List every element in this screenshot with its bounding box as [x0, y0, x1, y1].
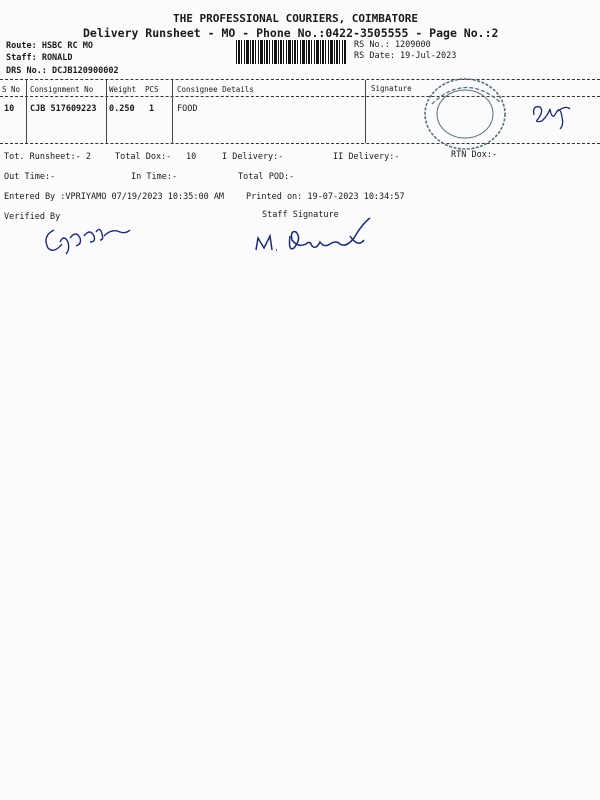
col-divider [365, 80, 366, 143]
i-delivery: I Delivery:- [222, 152, 284, 162]
row-weight: 0.250 [109, 104, 135, 114]
entered-by: Entered By :VPRIYAMO 07/19/2023 10:35:00 AM [4, 192, 225, 202]
receiver-signature [528, 95, 572, 133]
col-divider [106, 80, 107, 143]
out-time: Out Time:- [4, 172, 56, 182]
col-header-consignment: Consignment No [30, 85, 94, 94]
row-consignment: CJB 517609223 [30, 104, 97, 114]
drs-number: DRS No.: DCJB120900002 [6, 66, 119, 76]
staff-signature-label: Staff Signature [262, 210, 339, 220]
runsheet-subtitle: Delivery Runsheet - MO - Phone No.:0422-3505555 - Page No.:2 [83, 26, 499, 40]
col-divider [172, 80, 173, 143]
rtn-dox: RTN Dox:- [451, 150, 498, 160]
table-top-rule [0, 79, 600, 80]
verified-by-label: Verified By [4, 212, 61, 222]
verifier-signature [40, 212, 136, 258]
row-pcs: 1 [149, 104, 155, 114]
row-consignee: FOOD [177, 104, 198, 114]
rs-date: RS Date: 19-Jul-2023 [354, 51, 457, 61]
barcode [236, 40, 346, 64]
in-time: In Time:- [131, 172, 178, 182]
printed-on: Printed on: 19-07-2023 10:34:57 [246, 192, 405, 202]
rs-number: RS No.: 1209000 [354, 40, 431, 50]
col-header-consignee: Consignee Details [177, 85, 254, 94]
company-title: THE PROFESSIONAL COURIERS, COIMBATORE [173, 12, 419, 25]
col-header-pcs: PCS [145, 85, 159, 94]
staff-label: Staff: RONALD [6, 53, 73, 63]
total-dox-label: Total Dox:- [115, 152, 172, 162]
table-header-rule [0, 96, 600, 97]
col-header-sno: S No [2, 85, 21, 94]
route-label: Route: HSBC RC MO [6, 41, 93, 51]
staff-signature [250, 214, 380, 260]
col-divider [26, 80, 27, 143]
col-header-signature: Signature [371, 84, 412, 93]
table-bottom-rule [0, 143, 600, 144]
company-stamp [420, 74, 510, 154]
ii-delivery: II Delivery:- [333, 152, 400, 162]
total-dox-value: 10 [186, 152, 197, 162]
row-sno: 10 [4, 104, 15, 114]
col-header-weight: Weight [109, 85, 137, 94]
total-pod: Total POD:- [238, 172, 295, 182]
tot-runsheet: Tot. Runsheet:- 2 [4, 152, 91, 162]
